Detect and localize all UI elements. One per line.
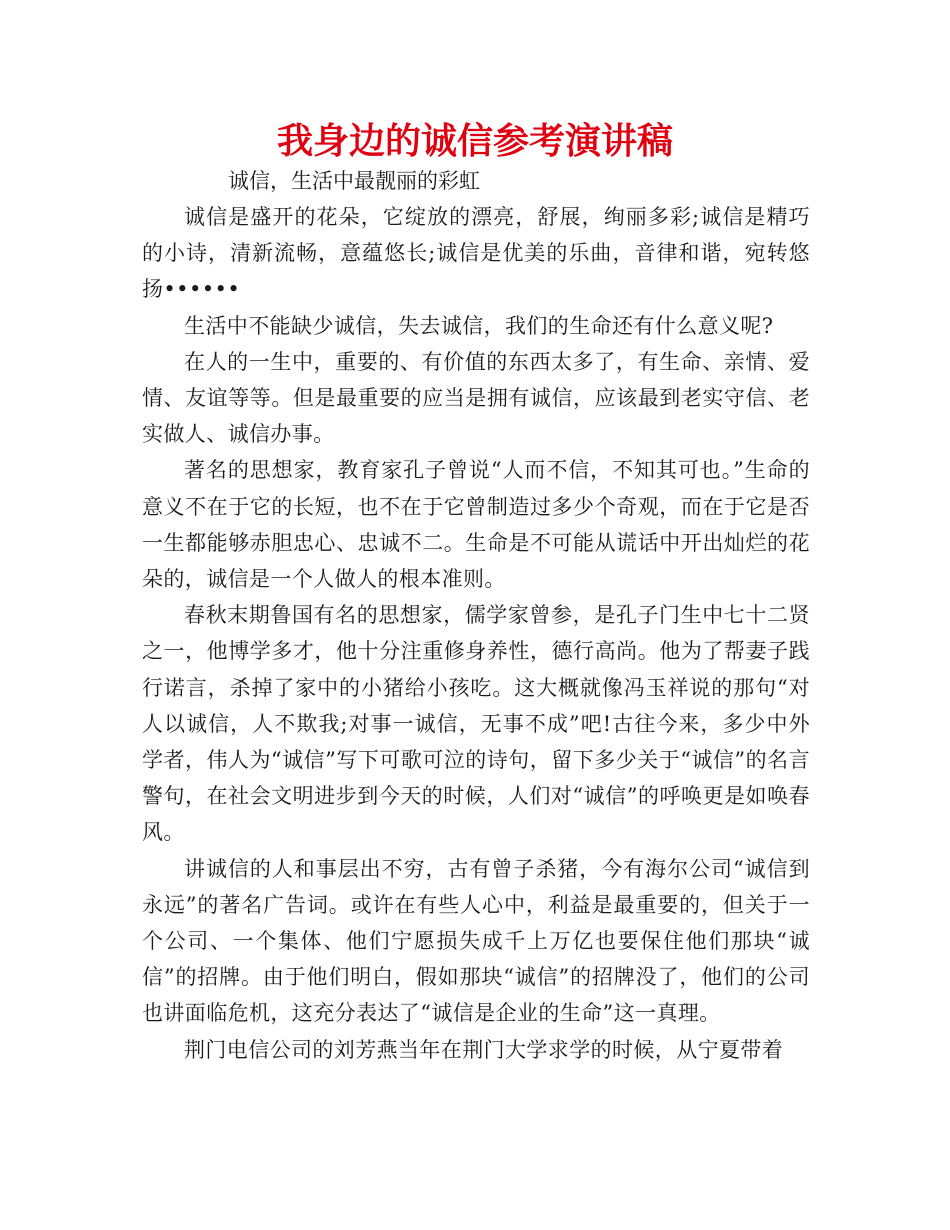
document-subtitle: 诚信，生活中最靓丽的彩虹 xyxy=(228,169,480,193)
paragraph-6: 讲诚信的人和事层出不穷，古有曾子杀猪，今有海尔公司“诚信到永远”的著名广告词。或许在有些人心中，利益是最重要的，但关于一个公司、一个集体、他们宁愿损失成千上万亿也要保住他们那块“诚信”的招牌。由于他们明白，假如那块“诚信”的招牌没了，他们的公司也讲面临危机，这充分表达了“诚信是企业的生命”这一真理。 xyxy=(142,856,810,1026)
document-title: 我身边的诚信参考演讲稿 xyxy=(276,121,673,162)
paragraph-7: 荆门电信公司的刘芳燕当年在荆门大学求学的时候，从宁夏带着 xyxy=(184,1037,784,1062)
document-body xyxy=(142,199,810,1068)
paragraph-1: 诚信是盛开的花朵，它绽放的漂亮，舒展，绚丽多彩;诚信是精巧的小诗，清新流畅，意蕴悠长;诚信是优美的乐曲，音律和谐，宛转悠扬•••••• xyxy=(142,205,810,302)
paragraph-2: 生活中不能缺少诚信，失去诚信，我们的生命还有什么意义呢? xyxy=(184,313,774,338)
paragraph-3: 在人的一生中，重要的、有价值的东西太多了，有生命、亲情、爱情、友谊等等。但是最重要的应当是拥有诚信，应该最到老实守信、老实做人、诚信办事。 xyxy=(142,349,810,447)
paragraph-4: 著名的思想家，教育家孔子曾说“人而不信，不知其可也。”生命的意义不在于它的长短，也不在于它曾制造过多少个奇观，而在于它是否一生都能够赤胆忠心、忠诚不二。生命是不可能从谎话中开出灿烂的花朵的，诚信是一个人做人的根本准则。 xyxy=(142,458,810,592)
paragraph-5: 春秋末期鲁国有名的思想家，儒学家曾参，是孔子门生中七十二贤之一，他博学多才，他十分注重修身养性，德行高尚。他为了帮妻子践行诺言，杀掉了家中的小猪给小孩吃。这大概就像冯玉祥说的那句“对人以诚信，人不欺我;对事一诚信，无事不成”吧!古往今来，多少中外学者，伟人为“诚信”写下可歌可泣的诗句，留下多少关于“诚信”的名言警句，在社会文明进步到今天的时候，人们对“诚信”的呼唤更是如唤春风。 xyxy=(142,603,810,845)
